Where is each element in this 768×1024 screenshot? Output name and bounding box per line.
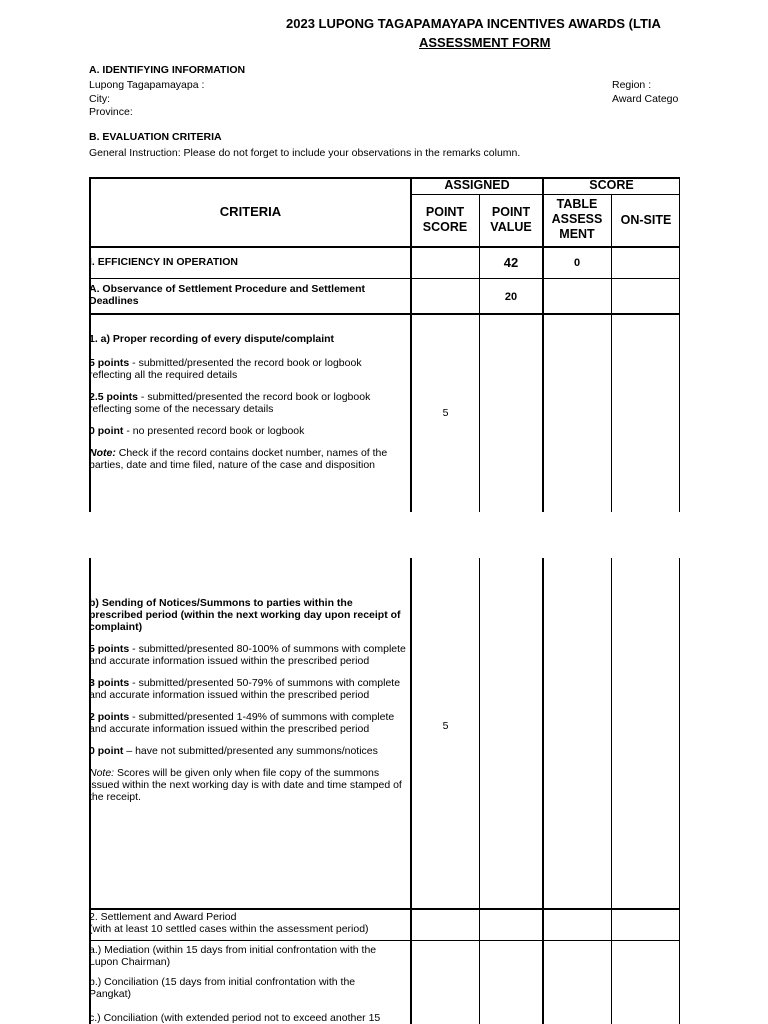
criterion-1b-note-text: Scores will be given only when file copy of the summons issued within the next working day is with date and time stamped of the receipt. [89,767,402,803]
table-assessment-header: TABLE ASSESS MENT [551,197,603,241]
point-score-header: POINT SCORE [422,205,468,234]
region-label: Region : [612,79,652,91]
score-header: SCORE [589,178,634,192]
observance-label: A. Observance of Settlement Procedure and Settlement Deadlines [89,283,365,307]
criterion-1a-option-1-text: - submitted/presented the record book or logbook reflecting all the required details [89,357,362,381]
point-value-header: POINT VALUE [490,205,532,234]
form-title: 2023 LUPONG TAGAPAMAYAPA INCENTIVES AWARDS (LTIA [286,16,661,31]
section-b-heading: B. EVALUATION CRITERIA [89,131,222,143]
criterion-1b-option-4-text: – have not submitted/presented any summons/notices [123,745,378,757]
criterion-1a-option-1-points: 5 points [89,357,130,369]
criterion-1b [89,597,407,813]
criterion-1b-option-3 [89,711,407,735]
criterion-1b-note [89,767,407,803]
criterion-1b-option-2 [89,677,407,701]
settlement-period-line1: 2. Settlement and Award Period [89,911,237,923]
on-site-header: ON-SITE [620,213,672,227]
criterion-1a-option-2-text: - submitted/presented the record book or logbook reflecting some of the necessary details [89,391,371,415]
criterion-1a-title: 1. a) Proper recording of every dispute/complaint [89,333,335,345]
criterion-1b-point-score: 5 [442,720,449,732]
criterion-1a-option-3 [89,425,407,437]
criterion-1a [89,333,407,481]
efficiency-label: I. EFFICIENCY IN OPERATION [89,256,238,268]
criterion-1b-option-1-text: - submitted/presented 80-100% of summons with complete and accurate information issued within the prescribed period [89,643,406,667]
criteria-header: CRITERIA [219,204,282,219]
section-a-heading: A. IDENTIFYING INFORMATION [89,64,246,76]
criterion-1a-note-label: Note: [89,447,116,459]
criterion-1b-option-3-points: 2 points [89,711,130,723]
criterion-1a-note-text: Check if the record contains docket number, names of the parties, date and time filed, nature of the case and disposition [89,447,388,471]
criterion-1a-option-2 [89,391,407,415]
form-subtitle: ASSESSMENT FORM [419,35,551,50]
criterion-1a-option-1 [89,357,407,381]
criterion-1b-option-3-text: - submitted/presented 1-49% of summons with complete and accurate information issued within the prescribed period [89,711,395,735]
criterion-1b-option-4-points: 0 point [89,745,124,757]
assigned-header: ASSIGNED [444,178,510,192]
efficiency-table-score: 0 [573,257,581,269]
criterion-1b-option-1-points: 5 points [89,643,130,655]
criterion-1b-title: b) Sending of Notices/Summons to parties within the prescribed period (within the next working day upon receipt of complaint) [89,597,401,633]
observance-point-value: 20 [504,291,518,303]
lupong-label: Lupong Tagapamayapa : [89,79,205,91]
general-instruction: General Instruction: Please do not forget to include your observations in the remarks column. [89,147,521,159]
criterion-1b-option-4 [89,745,407,757]
conciliation-item: b.) Conciliation (15 days from initial confrontation with the Pangkat) [89,976,356,1000]
criterion-1a-option-2-points: 2.5 points [89,391,139,403]
mediation-item: a.) Mediation (within 15 days from initial confrontation with the Lupon Chairman) [89,944,377,968]
criterion-1b-option-1 [89,643,407,667]
award-category-label: Award Catego [612,93,679,105]
criterion-1a-option-3-text: - no presented record book or logbook [123,425,305,437]
city-label: City: [89,93,110,105]
criterion-1a-note [89,447,407,471]
conciliation-extended-item: c.) Conciliation (with extended period not to exceed another 15 [89,1012,381,1024]
criterion-1b-note-label: Note: [89,767,115,779]
settlement-period-line2: (with at least 10 settled cases within the assessment period) [89,923,369,935]
criterion-1b-option-2-text: - submitted/presented 50-79% of summons with complete and accurate information issued within the prescribed period [89,677,401,701]
criterion-1a-option-3-points: 0 point [89,425,124,437]
criterion-1a-point-score: 5 [442,407,449,419]
efficiency-point-value: 42 [503,255,519,270]
criterion-1b-option-2-points: 3 points [89,677,130,689]
province-label: Province: [89,106,133,118]
